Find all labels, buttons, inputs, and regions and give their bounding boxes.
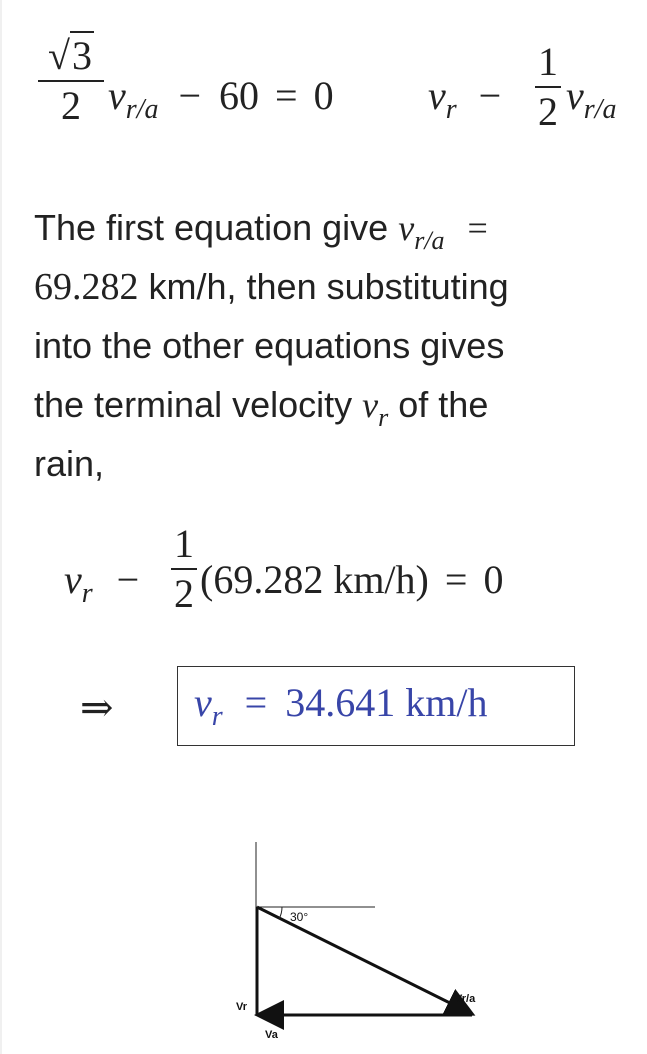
vra-vector: [257, 907, 470, 1013]
var-subscript: r: [81, 578, 93, 609]
parenthesized-value: (69.282 km/h): [200, 557, 429, 602]
var-v: v: [566, 73, 584, 118]
paragraph-line: [34, 316, 594, 375]
equation-mid-rhs: [200, 556, 503, 603]
answer-value: 34.641 km/h: [285, 680, 488, 725]
velocity-triangle-diagram: [0, 830, 647, 1054]
text: of the: [388, 384, 489, 425]
one-half-fraction: [171, 521, 197, 616]
one-half-fraction: [535, 39, 561, 134]
minus-sign: −: [178, 73, 202, 118]
fraction-numerator: 1: [538, 39, 558, 84]
equals-sign: =: [444, 557, 468, 602]
label-vr: Vr: [236, 1001, 248, 1013]
angle-label: 30°: [290, 910, 309, 924]
fraction-denominator: 2: [61, 83, 81, 128]
sqrt3-over-2-fraction: [38, 33, 104, 128]
text: the terminal velocity: [34, 384, 353, 425]
equals-sign: =: [244, 680, 268, 725]
paragraph-line: [34, 257, 594, 316]
text: into the other equations gives: [34, 325, 505, 366]
fraction-numerator: [48, 33, 94, 78]
paragraph-line: [34, 434, 594, 493]
var-subscript: r/a: [583, 94, 617, 125]
text: The first equation give: [34, 207, 389, 248]
var-v: v: [108, 73, 126, 118]
text: km/h, then substituting: [138, 266, 509, 307]
var-v: v: [194, 680, 212, 725]
left-equation-body: [108, 72, 334, 125]
label-va: Va: [265, 1029, 278, 1041]
explanation-paragraph: [34, 198, 594, 493]
equation-mid-lhs: [64, 556, 140, 609]
fraction-denominator: 2: [538, 89, 558, 134]
answer-box: [177, 666, 575, 746]
answer-equation: [194, 679, 488, 732]
label-vra: Vr/a: [455, 993, 476, 1005]
minus-sign: −: [478, 73, 502, 118]
fraction-bar: [38, 80, 104, 82]
var-subscript: r: [378, 403, 389, 432]
right-equation-body: [428, 72, 502, 125]
inline-number: 69.282: [34, 266, 139, 308]
rhs-value: 0: [483, 557, 504, 602]
var-subscript: r: [211, 701, 223, 732]
rhs-value: 0: [313, 73, 334, 118]
fraction-denominator: 2: [174, 571, 194, 616]
equals-sign: =: [275, 73, 298, 118]
text: rain,: [34, 443, 105, 484]
minus-sign: −: [116, 557, 140, 602]
inline-math: [362, 385, 389, 432]
var-subscript: r/a: [125, 94, 159, 125]
equals-sign: =: [467, 208, 488, 248]
radicand: 3: [71, 33, 92, 78]
paragraph-line: [34, 198, 594, 257]
radical-sign: √: [48, 33, 70, 78]
var-v: v: [398, 208, 415, 248]
var-subscript: r/a: [414, 226, 445, 255]
var-v: v: [64, 557, 82, 602]
inline-math: [398, 208, 488, 255]
right-equation-tail: [566, 72, 617, 125]
paragraph-line: [34, 375, 594, 434]
var-v: v: [362, 385, 379, 425]
var-subscript: r: [445, 94, 457, 125]
var-v: v: [428, 73, 446, 118]
fraction-numerator: 1: [174, 521, 194, 566]
fraction-bar: [171, 568, 197, 570]
implies-arrow: ⇒: [80, 685, 114, 730]
constant: 60: [219, 73, 260, 118]
fraction-bar: [535, 86, 561, 88]
